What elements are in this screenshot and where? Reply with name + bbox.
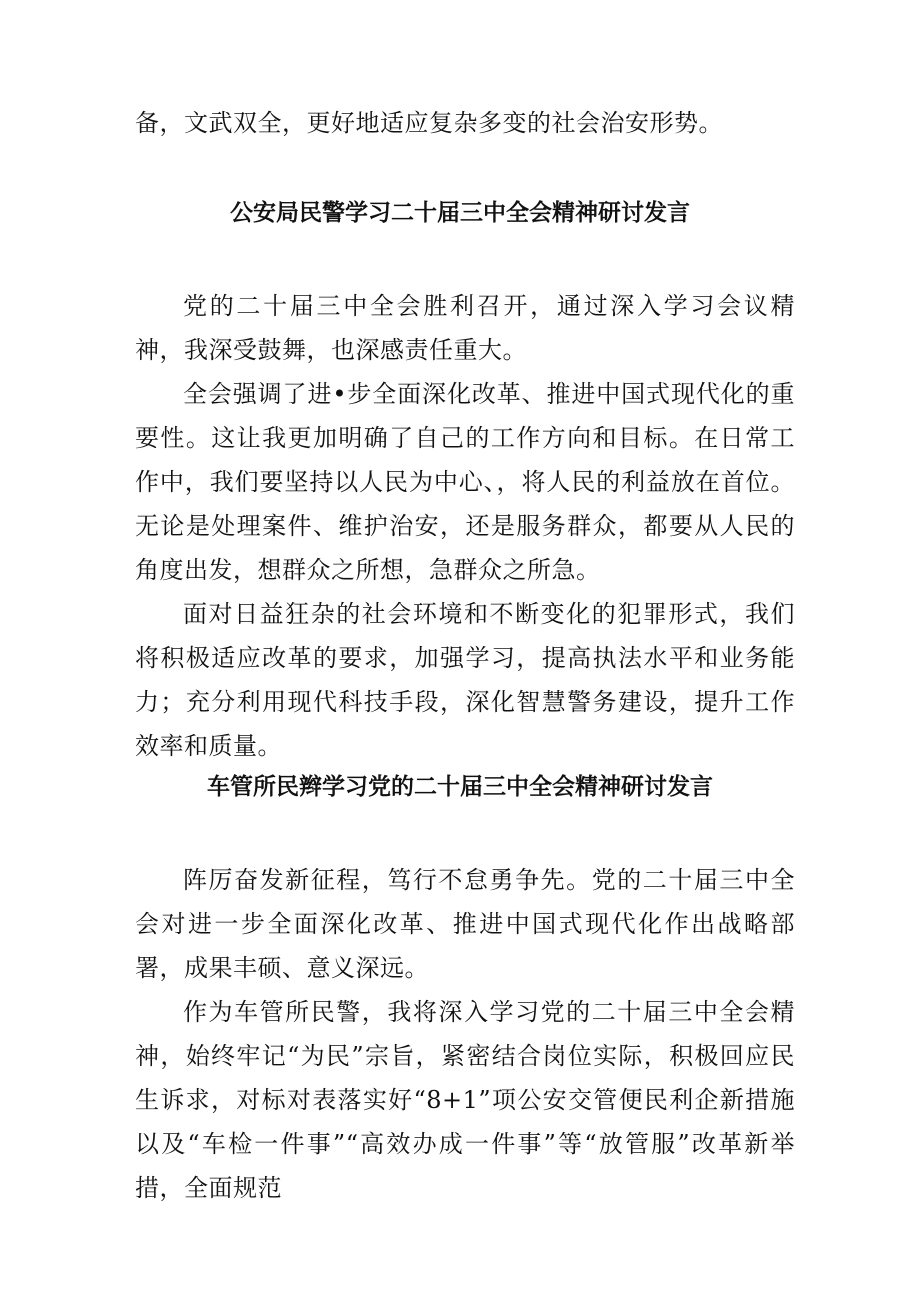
intro-block bbox=[135, 101, 795, 145]
section-1-body bbox=[135, 284, 795, 768]
section-1-paragraph-3: 面对日益狂杂的社会环境和不断变化的犯罪形式，我们将积极适应改革的要求，加强学习，提高执法水平和业务能力；充分利用现代科技手段，深化智慧警务建设，提升工作效率和质量。 bbox=[135, 600, 795, 760]
intro-line: 备，文武双全，更好地适应复杂多变的社会治安形势。 bbox=[135, 109, 723, 137]
section-2-paragraph-2: 作为车管所民警，我将深入学习党的二十届三中全会精神，始终牢记“为民”宗旨，紧密结合岗位实际，积极回应民生诉求，对标对表落实好“8+1”项公安交管便民利企新措施以及“车检一件事”“高效办成一件事”等“放管服”改革新举措，全面规范 bbox=[135, 998, 795, 1202]
section-title-2: 车管所民辫学习党的二十届三中全会精神研讨发言 bbox=[207, 774, 713, 800]
section-title-1: 公安局民警学习二十届三中全会精神研讨发言 bbox=[230, 200, 690, 226]
section-2-paragraph-1: 阵厉奋发新征程，笃行不怠勇争先。党的二十届三中全会对进一步全面深化改革、推进中国式现代化作出战略部署，成果丰硕、意义深远。 bbox=[135, 866, 795, 982]
section-1-paragraph-2: 全会强调了进•步全面深化改革、推进中国式现代化的重要性。这让我更加明确了自己的工作方向和目标。在日常工作中，我们要坚持以人民为中心、，将人民的利益放在首位。无论是处理案件、维护治安，还是服务群众，都要从人民的角度出发，想群众之所想，急群众之所急。 bbox=[135, 380, 795, 584]
section-1-paragraph-1: 党的二十届三中全会胜利召开，通过深入学习会议精神，我深受鼓舞，也深感责任重大。 bbox=[135, 292, 795, 364]
section-2-body bbox=[135, 858, 795, 1210]
